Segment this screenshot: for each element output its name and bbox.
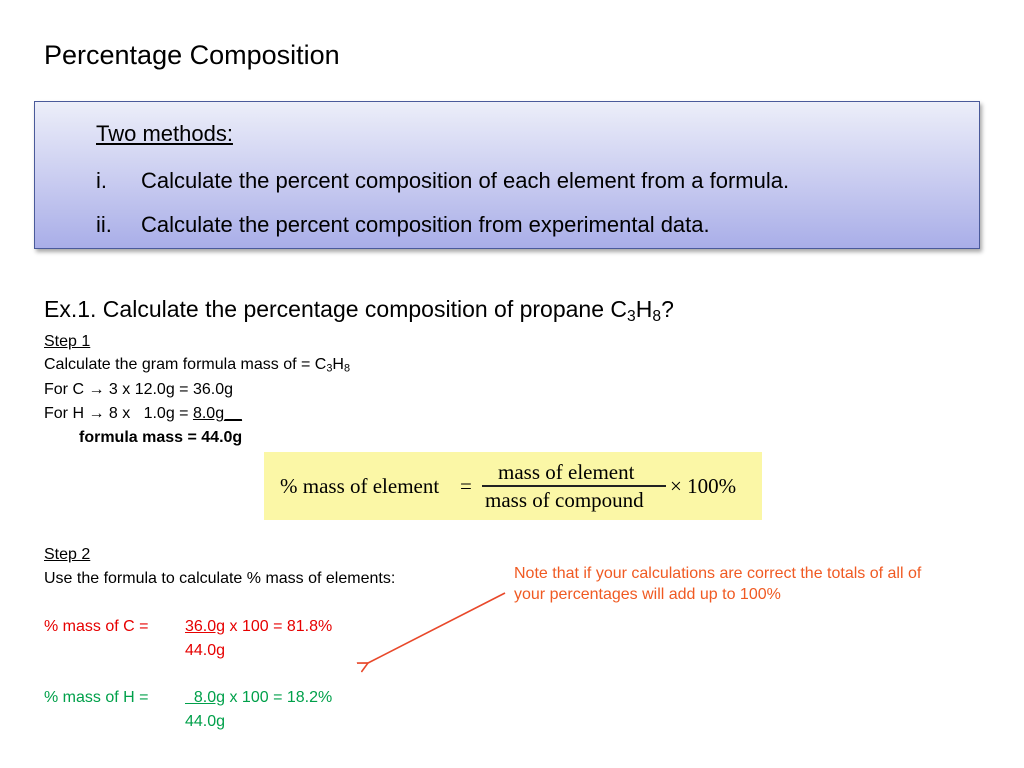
page-title: Percentage Composition bbox=[44, 40, 340, 70]
step1-line2-a: For C bbox=[44, 381, 89, 398]
method-text-2: Calculate the percent composition from experimental data. bbox=[141, 212, 710, 237]
carbon-rest: x 100 = 81.8% bbox=[225, 618, 333, 635]
hydrogen-numerator: 8.0g bbox=[185, 689, 226, 706]
hydrogen-rest: x 100 = 18.2% bbox=[225, 689, 333, 706]
method-number-1: i. bbox=[96, 168, 107, 193]
formula-mass-total: formula mass = 44.0g bbox=[79, 429, 243, 446]
hydrogen-label: % mass of H = bbox=[44, 689, 149, 706]
step1-line3-b: 8 x 1.0g = bbox=[104, 405, 193, 422]
formula-lhs: % mass of element bbox=[280, 474, 440, 498]
formula-equals: = bbox=[460, 474, 472, 498]
step1-sub-8: 8 bbox=[343, 362, 351, 375]
example-prefix: Ex.1. Calculate the percentage composition of propane C bbox=[44, 296, 628, 322]
step2-label: Step 2 bbox=[44, 546, 91, 563]
example-suffix: ? bbox=[661, 296, 674, 322]
step1-line1-prefix: Calculate the gram formula mass of = C bbox=[44, 356, 327, 373]
example-sub-8: 8 bbox=[652, 307, 662, 325]
arrow-right-icon: → bbox=[88, 381, 105, 398]
note-text: Note that if your calculations are correct the totals of all of your percentages will add up to 100% bbox=[514, 565, 922, 603]
carbon-numerator: 36.0g bbox=[185, 618, 226, 635]
hydrogen-denominator: 44.0g bbox=[185, 713, 226, 730]
formula-numerator: mass of element bbox=[498, 460, 635, 484]
methods-heading: Two methods: bbox=[96, 121, 233, 146]
step1-line2-b: 3 x 12.0g = 36.0g bbox=[104, 381, 233, 398]
example-mid: H bbox=[635, 296, 653, 322]
formula-times: × 100% bbox=[670, 474, 737, 498]
step1-line1-mid: H bbox=[332, 356, 344, 373]
step2-line-1: Use the formula to calculate % mass of elements: bbox=[44, 570, 396, 587]
arrow-line bbox=[368, 593, 505, 663]
carbon-label: % mass of C = bbox=[44, 618, 149, 635]
example-sub-3: 3 bbox=[627, 307, 636, 325]
step1-label: Step 1 bbox=[44, 333, 91, 350]
step1-sub-3: 3 bbox=[326, 362, 333, 375]
method-text-1: Calculate the percent composition of each element from a formula. bbox=[141, 168, 790, 193]
carbon-denominator: 44.0g bbox=[185, 642, 226, 659]
method-number-2: ii. bbox=[96, 212, 112, 237]
step1-line3-a: For H bbox=[44, 405, 89, 422]
step1-line3-c: 8.0g__ bbox=[192, 405, 242, 422]
arrow-right-icon: → bbox=[88, 405, 105, 422]
formula-denominator: mass of compound bbox=[485, 488, 644, 512]
